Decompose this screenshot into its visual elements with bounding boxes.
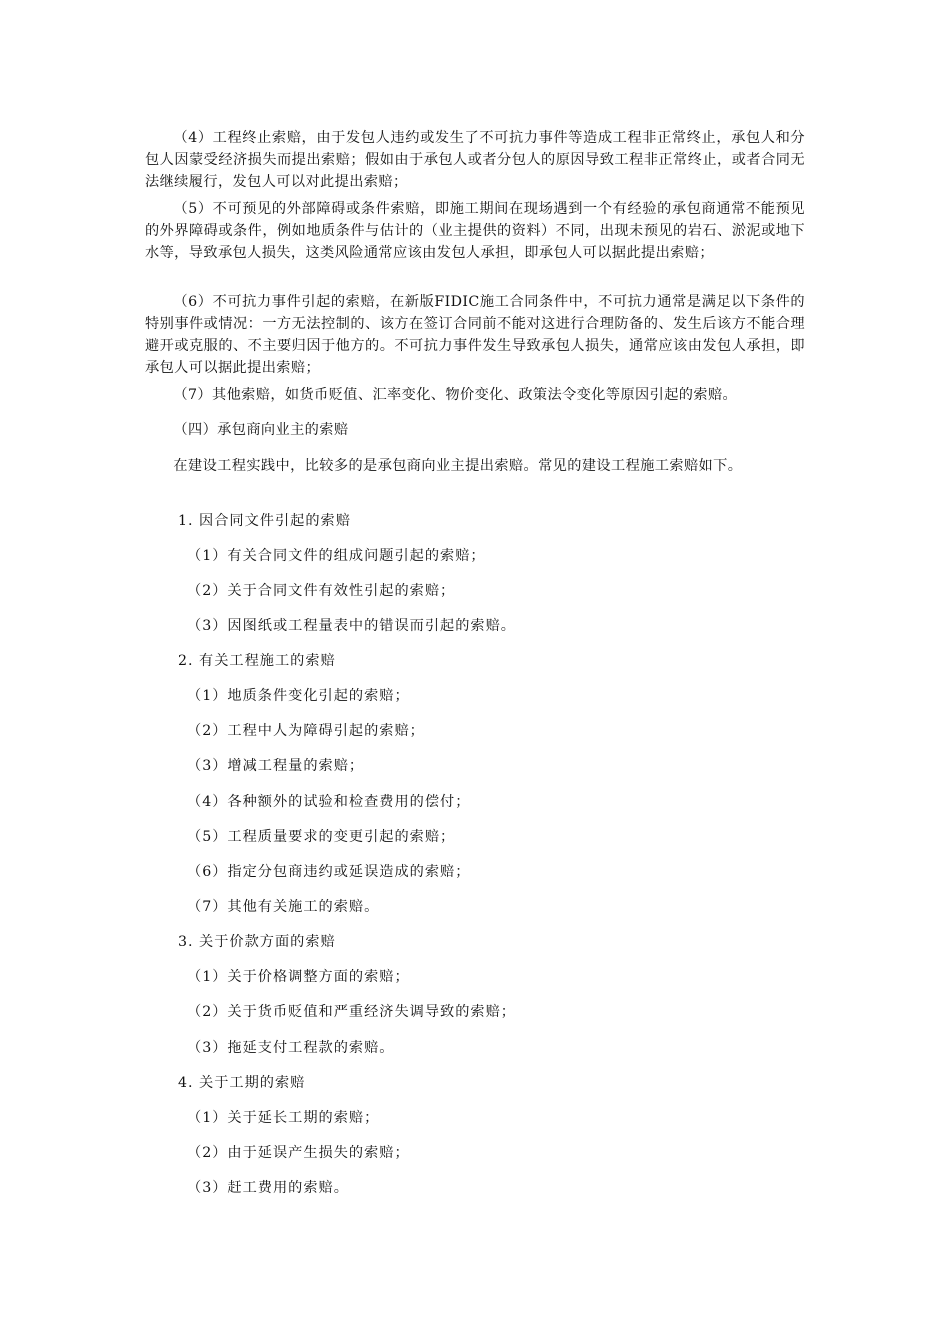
group-heading-payment: 3. 关于价款方面的索赔 xyxy=(178,934,336,950)
list-item: （5）工程质量要求的变更引起的索赔； xyxy=(187,829,456,845)
list-item: （2）工程中人为障碍引起的索赔； xyxy=(187,723,425,739)
list-item: （3）增减工程量的索赔； xyxy=(187,758,365,774)
paragraph-force-majeure-claim: （6）不可抗力事件引起的索赔，在新版FIDIC施工合同条件中，不可抗力通常是满足以下条件的特别事件或情况：一方无法控制的、该方在签订合同前不能对这进行合理防备的、发生后该方不能合理避开或克服的、不主要归因于他方的。不可抗力事件发生导致承包人损失，通常应该由发包人承担，即承包人可以据此提出索赔； xyxy=(145,294,805,376)
paragraph-other-claims: （7）其他索赔，如货币贬值、汇率变化、物价变化、政策法令变化等原因引起的索赔。 xyxy=(173,387,738,403)
list-item: （2）由于延误产生损失的索赔； xyxy=(187,1145,410,1161)
list-item: （3）拖延支付工程款的索赔。 xyxy=(187,1040,395,1056)
list-item: （1）关于价格调整方面的索赔； xyxy=(187,969,410,985)
paragraph-termination-claim: （4）工程终止索赔，由于发包人违约或发生了不可抗力事件等造成工程非正常终止，承包人和分包人因蒙受经济损失而提出索赔；假如由于承包人或者分包人的原因导致工程非正常终止，或者合同无法继续履行，发包人可以对此提出索赔； xyxy=(145,130,805,190)
group-heading-schedule: 4. 关于工期的索赔 xyxy=(178,1075,306,1091)
list-item: （6）指定分包商违约或延误造成的索赔； xyxy=(187,864,471,880)
list-item: （2）关于合同文件有效性引起的索赔； xyxy=(187,583,456,599)
list-item: （1）关于延长工期的索赔； xyxy=(187,1110,380,1126)
list-item: （2）关于货币贬值和严重经济失调导致的索赔； xyxy=(187,1004,516,1020)
list-item: （1）地质条件变化引起的索赔； xyxy=(187,688,410,704)
list-item: （3）因图纸或工程量表中的错误而引起的索赔。 xyxy=(187,618,516,634)
section-heading-contractor-to-owner: （四）承包商向业主的索赔 xyxy=(173,422,349,438)
group-heading-construction: 2. 有关工程施工的索赔 xyxy=(178,653,336,669)
group-heading-contract-documents: 1. 因合同文件引起的索赔 xyxy=(178,513,351,529)
paragraph-intro: 在建设工程实践中，比较多的是承包商向业主提出索赔。常见的建设工程施工索赔如下。 xyxy=(173,458,743,474)
list-item: （1）有关合同文件的组成问题引起的索赔； xyxy=(187,548,486,564)
paragraph-unforeseeable-conditions-claim: （5）不可预见的外部障碍或条件索赔，即施工期间在现场遇到一个有经验的承包商通常不能预见的外界障碍或条件，例如地质条件与估计的（业主提供的资料）不同，出现未预见的岩石、淤泥或地下水等，导致承包人损失，这类风险通常应该由发包人承担，即承包人可以据此提出索赔； xyxy=(145,201,805,261)
list-item: （7）其他有关施工的索赔。 xyxy=(187,899,380,915)
list-item: （4）各种额外的试验和检查费用的偿付； xyxy=(187,794,471,810)
list-item: （3）赶工费用的索赔。 xyxy=(187,1180,349,1196)
